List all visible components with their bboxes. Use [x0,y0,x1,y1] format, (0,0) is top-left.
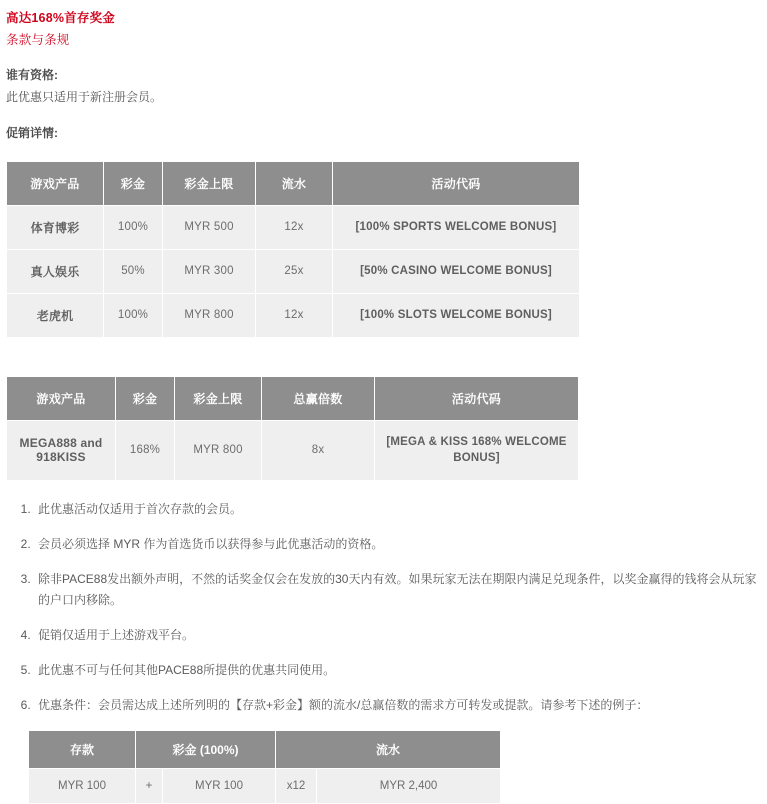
cell-bonus-cap: MYR 500 [163,205,256,249]
list-item: 3. 除非PACE88发出额外声明，不然的话奖金仅会在发放的30天内有效。如果玩家无法在期限内满足兑现条件，以奖金赢得的钱将会从玩家的户口内移除。 [34,569,767,611]
cell-bonus: 100% [104,205,163,249]
cell-multiplier: x12 [276,768,317,803]
cell-turnover: 12x [256,293,333,337]
column-header-promo-code: 活动代码 [375,376,579,420]
list-item: 6. 优惠条件：会员需达成上述所列明的【存款+彩金】额的流水/总赢倍数的需求方可转发或提款。请参考下述的例子： [34,695,767,716]
table-row [7,420,579,480]
list-item: 2. 会员必须选择 MYR 作为首选货币以获得参与此优惠活动的资格。 [34,534,767,555]
column-header-turnover: 流水 [276,730,501,768]
main-bonus-table [6,161,580,338]
eligibility-title: 谁有资格: [6,68,58,82]
cell-product: MEGA888 and 918KISS [7,420,116,480]
column-header-bonus-cap: 彩金上限 [175,376,262,420]
cell-product: 体育博彩 [7,205,104,249]
table-header-row [7,161,580,205]
column-header-bonus: 彩金 [104,161,163,205]
column-header-bonus-cap: 彩金上限 [163,161,256,205]
column-header-turnover: 流水 [256,161,333,205]
table-row [7,293,580,337]
table-row [29,768,501,803]
table-row [7,205,580,249]
list-item: 1. 此优惠活动仅适用于首次存款的会员。 [34,499,767,520]
cell-bonus-cap: MYR 300 [163,249,256,293]
table-row [7,249,580,293]
cell-bonus-cap: MYR 800 [163,293,256,337]
column-header-product: 游戏产品 [7,161,104,205]
cell-promo-code: [100% SPORTS WELCOME BONUS] [333,205,580,249]
page-title: 高达168%首存奖金 [6,11,115,25]
list-item: 5. 此优惠不可与任何其他PACE88所提供的优惠共同使用。 [34,660,767,681]
cell-product: 真人娱乐 [7,249,104,293]
spacer [0,338,767,376]
cell-promo-code: [100% SLOTS WELCOME BONUS] [333,293,580,337]
column-header-deposit: 存款 [29,730,136,768]
cell-bonus: MYR 100 [163,768,276,803]
cell-plus-sign: + [136,768,163,803]
list-item: 4. 促销仅适用于上述游戏平台。 [34,625,767,646]
cell-turnover: 25x [256,249,333,293]
spacer [0,147,767,161]
promo-details-title: 促销详情: [6,126,58,141]
cell-win-multiplier: 8x [262,420,375,480]
table-header-row [29,730,501,768]
mega-bonus-table [6,376,579,481]
cell-turnover: 12x [256,205,333,249]
eligibility-text: 此优惠只适用于新注册会员。 [6,90,163,105]
column-header-bonus: 彩金 [116,376,175,420]
cell-bonus: 168% [116,420,175,480]
cell-turnover: MYR 2,400 [317,768,501,803]
column-header-product: 游戏产品 [7,376,116,420]
column-header-bonus: 彩金 (100%) [136,730,276,768]
table-header-row [7,376,579,420]
cell-bonus: 50% [104,249,163,293]
cell-deposit: MYR 100 [29,768,136,803]
column-header-promo-code: 活动代码 [333,161,580,205]
terms-list [0,499,767,716]
example-table [28,730,501,804]
column-header-win-multiplier: 总赢倍数 [262,376,375,420]
cell-promo-code: [MEGA & KISS 168% WELCOME BONUS] [375,420,579,480]
spacer [0,110,767,124]
page-subtitle: 条款与条规 [6,33,70,47]
cell-bonus: 100% [104,293,163,337]
cell-promo-code: [50% CASINO WELCOME BONUS] [333,249,580,293]
cell-bonus-cap: MYR 800 [175,420,262,480]
cell-product: 老虎机 [7,293,104,337]
